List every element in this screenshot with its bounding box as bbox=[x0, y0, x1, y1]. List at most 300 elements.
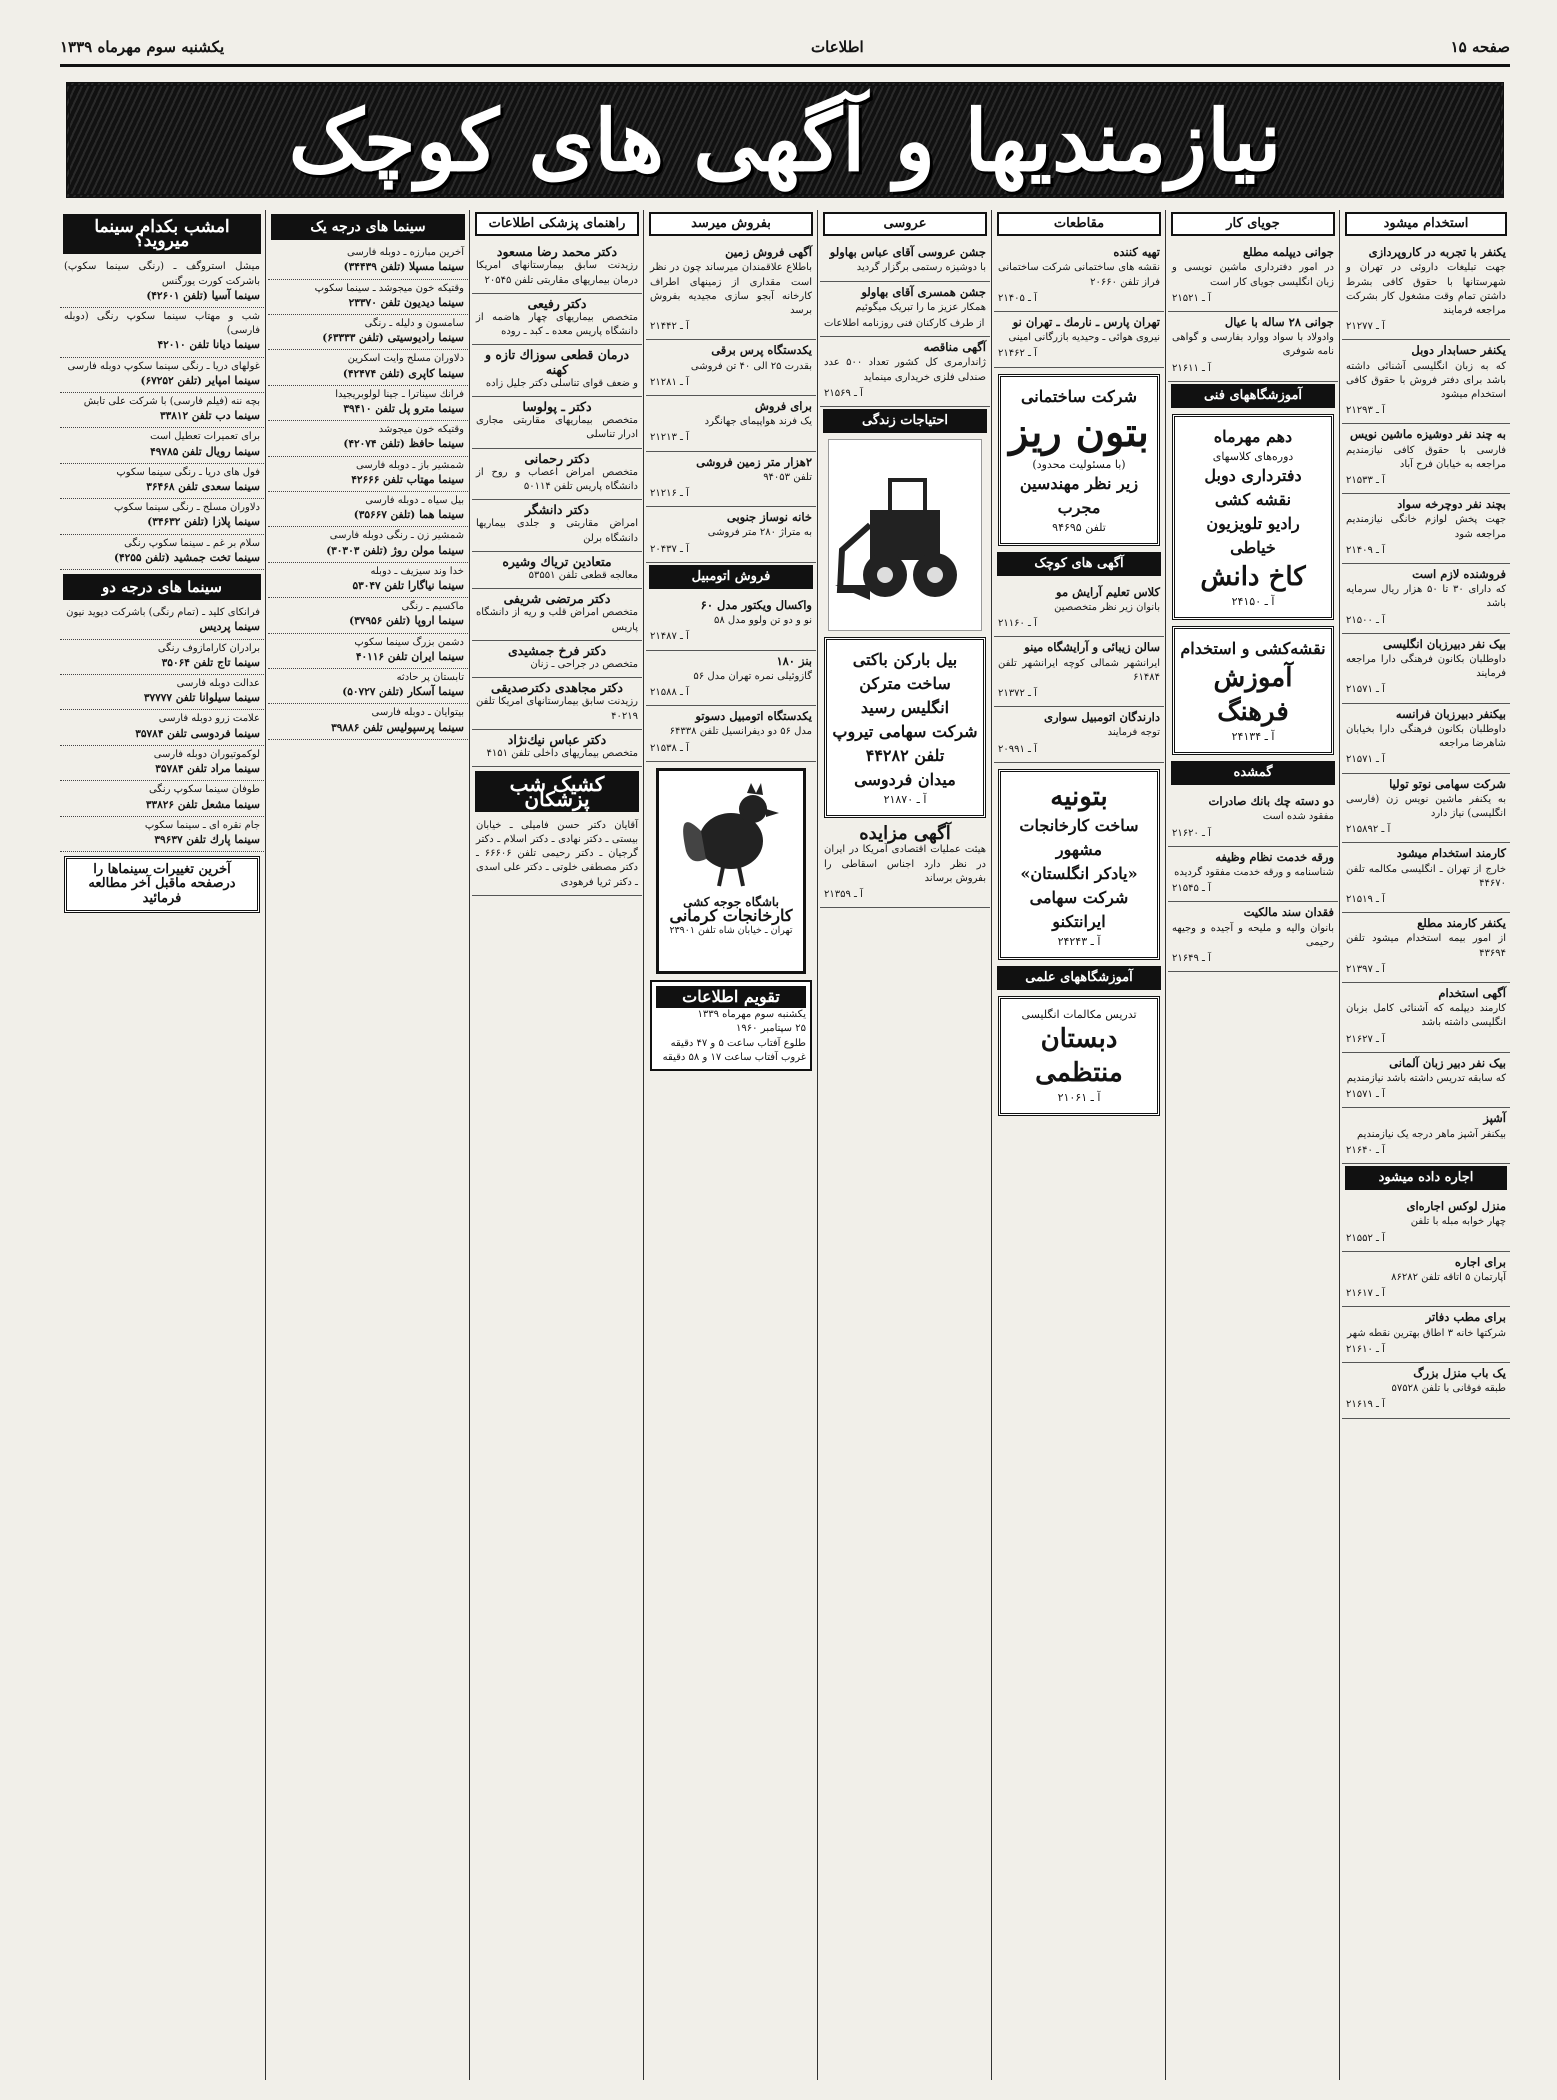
cinema-name: سینما رویال bbox=[205, 444, 260, 458]
tech-school-2-name: آموزش فرهنگ bbox=[1213, 663, 1293, 728]
ad-code: آ ـ ۲۱۲۹۳ bbox=[1346, 405, 1385, 417]
ad-code: آ ـ ۲۱۵۸۹۲ bbox=[1346, 824, 1391, 836]
cinema-listing bbox=[268, 598, 468, 633]
cinema-name: سینما مراد bbox=[210, 762, 260, 776]
loader-address: میدان فردوسی bbox=[854, 770, 956, 790]
column-sales bbox=[646, 210, 816, 2080]
doctor-text: و ضعف قوای تناسلی دکتر جلیل زاده bbox=[485, 377, 638, 389]
cinema-info: علامت زرو دوبله فارسی bbox=[158, 713, 260, 725]
ad-code: آ ـ ۲۱۲۱۶ bbox=[650, 488, 689, 500]
doctor-ad bbox=[472, 294, 642, 346]
section-lost: گمشده bbox=[1171, 761, 1335, 785]
column-rule bbox=[991, 210, 992, 2080]
cinema-name-row bbox=[64, 551, 260, 565]
ad-title: آگهی مناقصه bbox=[923, 340, 986, 355]
cinema-name: سینما مهتاب bbox=[406, 472, 464, 486]
loader-illustration bbox=[828, 439, 982, 631]
calendar-line-2: ۲۵ سپتامبر ۱۹۶۰ bbox=[736, 1023, 806, 1035]
ad-title: واکسال ویکتور مدل ۶۰ bbox=[700, 598, 812, 613]
ad-text: بیکنفر آشپز ماهر درجه یک نیازمندیم bbox=[1357, 1128, 1506, 1140]
paper-name: اطلاعات bbox=[811, 38, 864, 56]
section-sales: بفروش میرسد bbox=[649, 212, 813, 236]
concrete-pipe-ad bbox=[998, 769, 1160, 960]
cinema-name-row bbox=[64, 374, 260, 388]
ad-code: آ ـ ۲۱۶۲۷ bbox=[1346, 1033, 1385, 1045]
ad-code: آ ـ ۲۱۶۴۰ bbox=[1346, 1144, 1385, 1156]
job-seeker-list bbox=[1168, 242, 1338, 382]
calendar-line-3: طلوع آفتاب ساعت ۵ و ۴۷ دقیقه bbox=[670, 1037, 806, 1049]
classified-ad bbox=[994, 637, 1164, 707]
cinema-info: جام نقره ای ـ سینما سکوپ bbox=[144, 819, 260, 831]
cinema-name: سینما نیاگارا bbox=[407, 579, 464, 593]
header-rule bbox=[60, 64, 1510, 67]
section-first-class: سینما های درجه یک bbox=[271, 214, 465, 240]
classified-ad bbox=[994, 707, 1164, 763]
cinema-tel: (تلفن ۳۴۶۳۲) bbox=[147, 516, 209, 529]
auction-list bbox=[820, 337, 990, 407]
loader-line-1: بیل بارکن باکتی ساخت مترکن bbox=[852, 650, 958, 694]
classified-ad bbox=[1342, 913, 1510, 983]
cinema-listing bbox=[268, 315, 468, 350]
ad-code: آ ـ ۲۱۶۲۰ bbox=[1172, 827, 1211, 839]
classified-ad bbox=[1342, 564, 1510, 634]
ad-title: بنز ۱۸۰ bbox=[776, 653, 812, 668]
pipe-company: شرکت سهامی ایرانتکنو bbox=[1029, 887, 1129, 931]
ad-text: چهار خوابه مبله با تلفن bbox=[1410, 1216, 1506, 1228]
ad-title: آگهی فروش زمین bbox=[725, 245, 812, 260]
ad-text: توجه فرمایند bbox=[1107, 727, 1160, 739]
cinema-listing bbox=[268, 350, 468, 385]
tech-school-2-title: نقشه‌کشی و استخدام bbox=[1180, 639, 1326, 659]
doctor-name: دکتر ـ پولوسا bbox=[522, 399, 592, 415]
ad-title: دو دسته چك بانك صادرات bbox=[1208, 794, 1334, 809]
ad-code: آ ـ ۲۱۴۴۲ bbox=[650, 321, 689, 333]
ad-title: بیکنفر دبیرزبان فرانسه bbox=[1395, 706, 1506, 721]
doctor-ad bbox=[472, 345, 642, 397]
doctor-name: دکتر مرتضی شریفی bbox=[503, 591, 611, 607]
doctor-name: دکتر رفیعی bbox=[527, 295, 587, 311]
cinema-promo: امشب بکدام سینما میروید؟ bbox=[63, 214, 261, 254]
cinema-tel: تلفن ۵۳۰۴۷ bbox=[352, 580, 405, 593]
cinema-name-row bbox=[272, 650, 464, 664]
cinema-name: سینما هما bbox=[419, 508, 464, 522]
classified-ad bbox=[820, 337, 990, 407]
cinema-listing bbox=[60, 781, 264, 816]
section-rental: اجاره داده میشود bbox=[1345, 1166, 1507, 1190]
ad-title: به چند نفر دوشیزه ماشین نویس bbox=[1349, 427, 1506, 442]
doctor-name: درمان قطعی سوزاك تازه و کهنه bbox=[484, 347, 630, 377]
ad-code: آ ـ ۲۱۵۸۸ bbox=[650, 687, 689, 699]
ad-text: طبقه فوقانی با تلفن ۵۷۵۲۸ bbox=[1391, 1383, 1506, 1395]
cinema-listing bbox=[268, 634, 468, 669]
poultry-line-1: باشگاه جوجه کشی bbox=[683, 895, 779, 910]
cinema-name-row bbox=[64, 727, 260, 741]
cinema-info: وقتیکه خون میجوشد bbox=[378, 424, 464, 436]
cinema-list-first-a bbox=[60, 258, 264, 570]
rooster-icon bbox=[659, 771, 803, 891]
cinema-listing bbox=[268, 244, 468, 279]
ad-code: آ ـ ۲۱۵۰۰ bbox=[1346, 614, 1385, 626]
classified-ad bbox=[646, 507, 816, 563]
cinema-name-row bbox=[272, 579, 464, 593]
pipe-line-1: ساخت کارخانجات مشهور bbox=[1019, 815, 1139, 859]
cinema-tel: (تلفن ۴۲۰۷۴) bbox=[343, 438, 405, 451]
cinema-name: سینما دیدیون bbox=[404, 295, 464, 309]
poultry-line-2: تهران ـ خیابان شاه تلفن ۲۳۹۰۱ bbox=[669, 924, 793, 936]
cinema-info: فرانکای کلید ـ (تمام رنگی) باشرکت دیوید نیون bbox=[66, 607, 260, 619]
ad-code: آ ـ ۲۱۴۰۹ bbox=[1346, 544, 1385, 556]
cinema-listing bbox=[60, 464, 264, 499]
cinema-listing bbox=[60, 308, 264, 358]
tech-school-2-code: آ ـ ۲۴۱۳۴ bbox=[1231, 730, 1275, 744]
classified-ad bbox=[994, 242, 1164, 312]
ad-text: مدل ۵۶ دو دیفرانسیل تلفن ۶۴۳۳۸ bbox=[669, 726, 812, 738]
cinema-name-row bbox=[64, 656, 260, 670]
concrete-ad bbox=[998, 374, 1160, 546]
rental-list bbox=[1342, 1196, 1510, 1418]
cinema-listing bbox=[60, 817, 264, 852]
cinema-tel: (تلفن ۶۷۲۵۲) bbox=[140, 374, 202, 387]
column-rule bbox=[1339, 210, 1340, 2080]
ad-text: نو و دو تن ولوو مدل ۵۸ bbox=[713, 615, 812, 627]
cinema-tel: (تلفن ۴۲۵۵) bbox=[114, 551, 170, 564]
classified-ad bbox=[646, 651, 816, 707]
cinema-footer: آخرین تغییرات سینماها را درصفحه ماقبل آخر مطالعه فرمائید bbox=[64, 856, 260, 913]
ad-title: بیک نفر دبیر زبان آلمانی bbox=[1389, 1055, 1506, 1070]
auction-big-ad bbox=[820, 824, 990, 908]
cinema-listing bbox=[60, 428, 264, 463]
page-number: صفحه ۱۵ bbox=[1450, 38, 1510, 56]
cinema-info: طوفان سینما سکوپ رنگی bbox=[148, 784, 260, 796]
auction-big-text: هیئت عملیات اقتصادی آمریکا در ایران در نظر دارد اجناس اسقاطی را بفروش برساند bbox=[824, 844, 986, 884]
section-night-pharmacy: کشیک شب پزشکان bbox=[475, 771, 639, 811]
classified-ad bbox=[820, 242, 990, 281]
ad-code: آ ـ ۲۱۵۱۹ bbox=[1346, 893, 1385, 905]
cinema-info: برای تعمیرات تعطیل است bbox=[150, 431, 260, 443]
ad-code: آ ـ ۲۱۵۴۵ bbox=[1172, 883, 1211, 895]
cinema-name: سینما تخت جمشید bbox=[173, 550, 260, 564]
ad-code: آ ـ ۲۱۶۱۹ bbox=[1346, 1399, 1385, 1411]
column-rule bbox=[1165, 210, 1166, 2080]
tech-school-ad-2 bbox=[1172, 626, 1334, 755]
night-pharmacy-text bbox=[472, 816, 642, 896]
cinema-tel: تلفن ۲۳۳۷۰ bbox=[348, 296, 401, 309]
cinema-listing bbox=[268, 704, 468, 739]
column-job-seekers bbox=[1168, 210, 1338, 2080]
ad-title: جشن عروسی آقای عباس بهاولو bbox=[829, 245, 986, 260]
column-cinemas-left bbox=[60, 210, 264, 2080]
school-name: دبستان منتظمی bbox=[1035, 1024, 1123, 1089]
ad-title: جوانی دیپلمه مطلع bbox=[1243, 245, 1334, 260]
cinema-name-row bbox=[64, 289, 260, 303]
loader-tel: تلفن ۴۴۲۸۲ bbox=[865, 746, 945, 766]
running-head bbox=[60, 38, 1510, 60]
tech-school-code: آ ـ ۲۴۱۵۰ bbox=[1231, 595, 1275, 609]
school-code: آ ـ ۲۱۰۶۱ bbox=[1057, 1091, 1101, 1105]
section-medical: راهنمای پزشکی اطلاعات bbox=[475, 212, 639, 236]
cinema-name-row bbox=[272, 721, 464, 735]
cinema-list-right bbox=[268, 492, 468, 740]
car-sale-list bbox=[646, 595, 816, 762]
bulldozer-icon bbox=[829, 440, 981, 630]
doctor-text: متخصص بیماریهای چهار هاضمه از دانشگاه پاریس معده ـ کبد ـ روده bbox=[476, 312, 638, 338]
classified-ad bbox=[1342, 1053, 1510, 1109]
poultry-ad bbox=[656, 768, 806, 974]
doctor-name: متعادین تریاك وشیره bbox=[502, 553, 612, 569]
cinema-info: دشمن بزرگ سینما سکوپ bbox=[354, 636, 464, 648]
column-contractors bbox=[994, 210, 1164, 2080]
cinema-tel: (تلفن ۳۷۹۵۶) bbox=[349, 615, 411, 628]
ad-title: یکنفر حسابدار دوبل bbox=[1411, 343, 1506, 358]
cinema-name-row bbox=[64, 691, 260, 705]
cinema-tel: تلفن ۴۰۱۱۶ bbox=[355, 650, 408, 663]
cinema-info: سلام بر غم ـ سینما سکوپ رنگی bbox=[124, 537, 260, 549]
cinema-name-row bbox=[272, 437, 464, 451]
section-employment: استخدام میشود bbox=[1345, 212, 1507, 236]
cinema-name: سینما سیلوانا bbox=[199, 691, 260, 705]
classified-ad bbox=[1342, 424, 1510, 494]
ad-code: آ ـ ۲۰۴۳۷ bbox=[650, 543, 689, 555]
cinema-listing bbox=[60, 710, 264, 745]
ad-text: نقشه های ساختمانی شرکت ساختمانی فراز تلفن ۲۰۶۶۰ bbox=[998, 262, 1160, 288]
cinema-tel: (تلفن ۴۲۶۰۱) bbox=[146, 289, 208, 302]
ad-title: یکدستگاه پرس برقی bbox=[711, 343, 812, 358]
ad-text: با دوشیزه رستمی برگزار گردید bbox=[856, 262, 986, 274]
cinema-listing bbox=[60, 675, 264, 710]
doctor-text: متخصص بیماریهای داخلی تلفن ۴۱۵۱ bbox=[486, 748, 638, 760]
ad-title: برای اجاره bbox=[1454, 1254, 1506, 1269]
cinema-listing bbox=[60, 358, 264, 393]
classified-ad bbox=[1342, 1363, 1510, 1419]
classified-ad bbox=[1168, 312, 1338, 382]
doctor-ad bbox=[472, 552, 642, 589]
cinema-tel: تلفن ۳۵۰۶۴ bbox=[161, 656, 214, 669]
calendar-line-4: غروب آفتاب ساعت ۱۷ و ۵۸ دقیقه bbox=[662, 1051, 806, 1063]
cinema-tel: (تلفن ۴۲۴۷۴) bbox=[342, 367, 405, 380]
section-life-needs: احتیاجات زندگی bbox=[823, 409, 987, 433]
section-wedding: عروسی bbox=[823, 212, 987, 236]
classified-ad bbox=[1168, 242, 1338, 312]
doctor-ad bbox=[472, 449, 642, 501]
tech-school-date: دهم مهرماه bbox=[1213, 427, 1293, 447]
cinema-name: سینما دب bbox=[215, 409, 260, 423]
cinema-info: شب و مهتاب سینما سکوپ رنگی (دوبله فارسی) bbox=[64, 311, 260, 337]
contractor-list bbox=[994, 242, 1164, 367]
cinema-tel: (تلفن ۳۴۴۳۹) bbox=[343, 261, 406, 274]
ad-code: آ ـ ۲۱۶۱۱ bbox=[1172, 362, 1211, 374]
ad-code: آ ـ ۲۱۴۸۷ bbox=[650, 631, 689, 643]
cinema-name: سینما آسیا bbox=[211, 288, 260, 302]
doctor-text: متخصص امراض قلب و ریه از دانشگاه پاریس bbox=[476, 607, 638, 633]
ad-code: آ ـ ۲۱۳۹۷ bbox=[1346, 963, 1385, 975]
ad-code: آ ـ ۲۱۶۱۰ bbox=[1346, 1343, 1385, 1355]
ad-text: وادولاد با سواد ووارد بفارسی و گواهی نامه شوفری bbox=[1172, 332, 1334, 358]
cinema-name: سینما پلازا bbox=[212, 515, 260, 529]
cinema-info: تابستان پر حادثه bbox=[396, 672, 464, 684]
concrete-line: زیر نظر مهندسین مجرب bbox=[1019, 473, 1139, 517]
concrete-subtitle: (با مسئولیت محدود) bbox=[1032, 457, 1126, 471]
cinema-tel: (تلفن ۶۳۳۳۳) bbox=[322, 332, 384, 345]
doctor-text: امراض مقاربتی و جلدی بیماریها دانشگاه برلن bbox=[476, 518, 638, 544]
ad-text: که به زبان انگلیسی آشنائی داشته باشد برای دفتر فروش با حقوق کافی استخدام میشود bbox=[1346, 360, 1506, 401]
cinema-name-row bbox=[64, 515, 260, 529]
column-wedding bbox=[820, 210, 990, 2080]
ad-title: بچند نفر دوچرخه سواد bbox=[1397, 497, 1506, 512]
doctor-ad bbox=[472, 500, 642, 552]
column-rule bbox=[817, 210, 818, 2080]
auction-big-title: آگهی مزایده bbox=[859, 823, 951, 845]
ad-code: آ ـ ۲۱۵۵۲ bbox=[1346, 1232, 1385, 1244]
classified-ad bbox=[1342, 704, 1510, 774]
cinema-tel: تلفن ۳۹۶۳۷ bbox=[154, 833, 206, 846]
cinema-info: بچه ننه (فیلم فارسی) با شرکت علی تابش bbox=[83, 396, 260, 408]
ad-title: یکدستگاه اتومبیل دسوتو bbox=[695, 709, 812, 724]
cinema-name: سینما فردوسی bbox=[190, 726, 260, 740]
cinema-tel: (تلفن ۳۰۳۰۳) bbox=[326, 544, 388, 557]
night-pharmacy-body: آقایان دکتر حسن فامیلی ـ خیابان بیستی ـ دکتر نهادی ـ دکتر اسلام ـ دکتر گرجیان ـ دکتر رحیمی تلفن ۶۶۶۰۶ ـ دکتر مصطفی خلوتی ـ دکتر علی اسدی ـ دکتر ثریا فرهودی bbox=[476, 819, 639, 888]
ad-text: داوطلبان بکانون فرهنگی دارا مراجعه فرمایند bbox=[1346, 654, 1506, 680]
school-title: تدریس مکالمات انگلیسی bbox=[1021, 1008, 1137, 1022]
cinema-name: سینما سعدی bbox=[201, 480, 260, 494]
ad-text: گازوئیلی نمره تهران مدل ۵۶ bbox=[693, 670, 812, 682]
cinema-name-row bbox=[64, 480, 260, 494]
cinema-listing bbox=[60, 393, 264, 428]
ad-text: در امور دفترداری ماشین نویسی و زبان انگلیسی جویای کار است bbox=[1172, 262, 1334, 288]
doctor-text: متخصص امراض اعصاب و روح از دانشگاه پاریس تلفن ۵۰۱۱۴ bbox=[476, 466, 638, 493]
ad-code: آ ـ ۲۰۹۹۱ bbox=[998, 743, 1037, 755]
classified-ad bbox=[1342, 774, 1510, 844]
cinema-name: سینما پردیس bbox=[199, 620, 260, 634]
cinema-list-first-b bbox=[268, 244, 468, 492]
doctor-ad bbox=[472, 397, 642, 449]
cinema-list-second bbox=[60, 604, 264, 852]
classified-ad bbox=[646, 452, 816, 508]
ad-text: جهت تبلیغات داروئی در تهران و شهرستانها با حقوق کافی بشرط داشتن تمام وقت مشغول کار بشرکت مراجعه فرمایند bbox=[1346, 262, 1506, 317]
pipe-code: آ ـ ۲۴۲۴۳ bbox=[1057, 934, 1101, 948]
cinema-name: سینما اروپا bbox=[414, 614, 464, 628]
ad-code: آ ـ ۲۱۵۶۹ bbox=[824, 387, 863, 399]
classified-ad bbox=[646, 595, 816, 651]
loader-line-2: انگلیس رسید bbox=[860, 698, 950, 718]
ad-text: شرکتها خانه ۳ اطاق بهترین نقطه شهر bbox=[1347, 1327, 1506, 1339]
cinema-name-row bbox=[272, 544, 464, 558]
cinema-tel: تلفن ۳۹۸۸۶ bbox=[331, 721, 383, 734]
ad-title: یک باب منزل بزرگ bbox=[1413, 1366, 1506, 1380]
cinema-name-row bbox=[64, 620, 260, 634]
ad-title: دارندگان اتومبیل سواری bbox=[1043, 710, 1160, 725]
cinema-name: سینما دیانا bbox=[212, 338, 260, 352]
cinema-name-row bbox=[272, 508, 464, 522]
ad-title: آگهی استخدام bbox=[1438, 985, 1506, 1000]
ad-title: جشن همسری آقای بهاولو bbox=[861, 284, 986, 299]
cinema-name: سینما مشعل bbox=[201, 797, 260, 811]
ad-code: آ ـ ۲۱۵۷۱ bbox=[1346, 1089, 1385, 1101]
cinema-listing bbox=[268, 280, 468, 315]
ad-title: برای فروش bbox=[754, 399, 812, 414]
ad-title: برای مطب دفاتر bbox=[1425, 1310, 1506, 1325]
classified-ad bbox=[1342, 1252, 1510, 1308]
cinema-name: سینما کاپری bbox=[408, 366, 464, 380]
cinema-name-row bbox=[272, 402, 464, 416]
column-rule bbox=[643, 210, 644, 2080]
issue-date: یکشنبه سوم مهرماه ۱۳۳۹ bbox=[60, 38, 225, 56]
tech-school-course-3: رادیو تلویزیون bbox=[1206, 514, 1300, 534]
cinema-name: سینما رادیوسیتی bbox=[387, 331, 464, 345]
ad-title: جوانی ۲۸ ساله با عیال bbox=[1224, 315, 1334, 330]
classified-ad bbox=[1168, 902, 1338, 972]
ad-text: خارج از تهران ـ انگلیسی مکالمه تلفن ۴۴۶۷۰ bbox=[1346, 863, 1506, 889]
ad-code: آ ـ ۲۱۴۰۵ bbox=[998, 292, 1037, 304]
sale-list bbox=[646, 242, 816, 563]
ad-title: کلاس تعلیم آرایش مو bbox=[1056, 584, 1160, 599]
cinema-info: ماکسیم ـ رنگی bbox=[401, 601, 464, 613]
ad-code: از طرف کارکنان فنی روزنامه اطلاعات bbox=[824, 318, 985, 330]
ad-text: ژاندارمری کل کشور تعداد ۵۰۰ عدد صندلی فلزی خریداری مینماید bbox=[824, 357, 986, 383]
cinema-name-row bbox=[272, 367, 464, 381]
classified-ad bbox=[820, 282, 990, 338]
cinema-info: شمشیر زن ـ رنگی دوبله فارسی bbox=[329, 530, 464, 542]
ad-text: تلفن ۹۴۰۵۳ bbox=[763, 471, 812, 483]
section-contractors: مقاطعات bbox=[997, 212, 1161, 236]
cinema-name: سینما پارك bbox=[209, 832, 260, 846]
ad-text: فارسی با حقوق کافی نیازمندیم مراجعه به خیابان فرح آباد bbox=[1346, 444, 1506, 470]
classified-ad bbox=[646, 706, 816, 762]
doctor-list bbox=[472, 242, 642, 767]
newspaper-page bbox=[60, 20, 1510, 2080]
cinema-tel: تلفن ۳۶۴۶۸ bbox=[146, 481, 198, 494]
classified-ad bbox=[1342, 494, 1510, 564]
cinema-listing bbox=[268, 563, 468, 598]
cinema-info: دلاوران مسلح ـ رنگی سینما سکوپ bbox=[114, 502, 260, 514]
ad-text: کارمند دیپلمه که آشنائی کامل بزبان انگلیسی داشته باشد bbox=[1346, 1003, 1506, 1029]
cinema-listing bbox=[60, 535, 264, 570]
ad-text: شناسنامه و ورقه خدمت مفقود گردیده bbox=[1174, 867, 1334, 879]
ad-code: آ ـ ۲۱۳۷۲ bbox=[998, 688, 1037, 700]
tech-school-courses: دوره‌های کلاسهای bbox=[1212, 450, 1294, 464]
ad-text: که سابقه تدریس داشته باشد نیازمندیم bbox=[1346, 1072, 1506, 1084]
doctor-ad bbox=[472, 678, 642, 730]
ad-code: آ ـ ۲۱۲۸۱ bbox=[650, 376, 689, 388]
lost-list bbox=[1168, 791, 1338, 972]
ad-text: داوطلبان بکانون فرهنگی دارا بخیابان شاهرضا مراجعه bbox=[1346, 723, 1506, 750]
cinema-info: لوکموتیوران دوبله فارسی bbox=[153, 748, 260, 760]
ad-title: منزل لوکس اجاره‌ای bbox=[1406, 1199, 1506, 1214]
classified-ad bbox=[646, 340, 816, 396]
ad-text: نیروی هوائی ـ وحیدیه بازرگانی امینی bbox=[1008, 332, 1160, 344]
concrete-tel: تلفن ۹۴۶۹۵ bbox=[1052, 520, 1106, 534]
ad-text: بانوان زیر نظر متخصصین bbox=[1054, 602, 1160, 614]
doctor-text: رزیدنت سابق بیمارستانهای امریکا درمان بیماریهای مقاربتی تلفن ۲۰۵۴۵ bbox=[476, 260, 638, 286]
classified-ad bbox=[1342, 242, 1510, 340]
cinema-name-row bbox=[272, 473, 464, 487]
section-technical-schools: آموزشگاههای فنی bbox=[1171, 384, 1335, 408]
columns-area bbox=[60, 210, 1510, 2080]
ad-code: آ ـ ۲۱۶۴۹ bbox=[1172, 953, 1211, 965]
column-medical bbox=[472, 210, 642, 2080]
column-rule bbox=[265, 210, 266, 2080]
ad-code: آ ـ ۲۱۵۳۳ bbox=[1346, 475, 1385, 487]
ad-text: به یکنفر ماشین نویس زن (فارسی انگلیسی) نیاز دارد bbox=[1346, 793, 1506, 819]
concrete-name: بتون ریز bbox=[1009, 408, 1149, 456]
ad-title: یکنفر کارمند مطلع bbox=[1417, 916, 1506, 931]
ad-code: آ ـ ۲۱۵۲۱ bbox=[1172, 292, 1211, 304]
cinema-tel: تلفن ۴۲۶۶۶ bbox=[351, 473, 403, 486]
ad-text: آپارتمان ۵ اتاقه تلفن ۸۶۲۸۲ bbox=[1391, 1271, 1506, 1283]
ad-title: کارمند استخدام میشود bbox=[1396, 846, 1506, 861]
cinema-tel: تلفن ۴۹۷۸۵ bbox=[150, 445, 202, 458]
doctor-ad bbox=[472, 730, 642, 767]
cinema-info: برادران کارامازوف رنگی bbox=[157, 642, 260, 654]
